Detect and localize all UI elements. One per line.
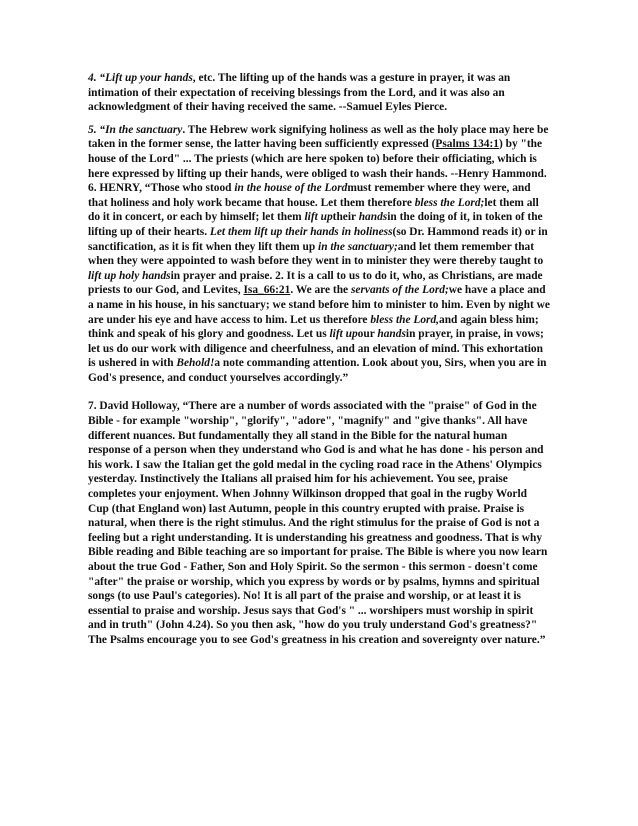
- psalms-reference-link[interactable]: Psalms 134:1: [435, 138, 499, 151]
- note-6-part: and let them remember that when they were appointed to wash before they went in to minister they were thereby taught to: [88, 240, 544, 268]
- note-6-part: in prayer and praise. 2. It is a call to us to do it, who, as Christians, are made priests to our God, and Levites,: [88, 269, 543, 297]
- note-5-lead: 5. “In the sanctuary: [88, 123, 183, 136]
- note-6-italic: lift up: [329, 328, 358, 341]
- note-6-italic: lift up holy hands: [88, 269, 171, 282]
- note-6-italic: bless the Lord;: [414, 196, 485, 209]
- note-6-part: and again bless him; think and speak of his glory and goodness. Let us: [88, 313, 539, 341]
- note-6-italic: lift up: [304, 211, 333, 224]
- note-7-text: 7. David Holloway, “There are a number of words associated with the "praise" of God in the Bible - for example "worship", "glorify", "adore", "magnify" and "give thanks". All have different nuances. But fundamentally they all stand in the Bible for the natural human response of a person when they understand who God is and what he has done - his person and his work. I saw the Italian get the gold medal in the cycling road race in the Athens' Olympics yesterday. Instinctively the Italians all praised him for his achievement. You see, praise completes your enjoyment. When Johnny Wilkinson dropped that goal in the rugby World Cup (that England won) last Autumn, people in this country erupted with praise. Praise is natural, when there is the right stimulus. And the right stimulus for the praise of God is not a feeling but a right understanding. It is understanding his greatness and goodness. That is why Bible reading and Bible teaching are so important for praise. The Bible is where you now learn about the true God - Father, Son and Holy Spirit. So the sermon - this sermon - doesn't come "after" the praise or worship, which you express by words or by psalms, hymns and spiritual songs (to use Paul's categories). No! It is all part of the praise and worship, or at least it is essential to praise and worship. Jesus says that God's " ... worshipers must worship in spirit and in truth" (John 4.24). So you then ask, "how do you truly understand God's greatness?" The Psalms encourage you to see God's greatness in his creation and sovereignty over nature.”: [88, 400, 548, 646]
- document-page: [88, 71, 550, 648]
- note-4: [88, 71, 550, 115]
- note-6-italic: hands: [377, 328, 406, 341]
- note-6-part: (so Dr. Hammond reads it) or in sanctification, as it is fit when they lift them up: [88, 225, 548, 253]
- note-6-part: let them all do it in concert, or each by himself; let them: [88, 196, 539, 224]
- note-4-text: , etc. The lifting up of the hands was a gesture in prayer, it was an intimation of their expectation of receiving blessings from the Lord, and it was also an acknowledgment of their having received the same. --Samuel Eyles Pierce.: [88, 72, 511, 114]
- note-6-italic: hands: [358, 211, 388, 224]
- note-6-part: our: [357, 328, 378, 341]
- note-6-italic: in the house of the Lord: [234, 182, 348, 195]
- note-6-part: a note commanding attention. Look about you, Sirs, when you are in God's presence, and conduct yourselves accordingly.”: [88, 357, 547, 384]
- note-6-italic: Behold!: [176, 357, 215, 370]
- note-6: [88, 181, 550, 385]
- note-6-part: in the doing of it, in token of the lifting up of their hearts.: [88, 211, 543, 238]
- note-6-part: . We are the: [290, 284, 351, 297]
- note-6-italic: in the sanctuary;: [318, 240, 398, 253]
- note-6-part: 6. HENRY, “Those who stood: [88, 182, 235, 195]
- note-6-part: in prayer, in praise, in vows; let us do our work with diligence and cheerfulness, and an elevation of mind. This exhortation is ushered in with: [88, 328, 544, 370]
- note-6-part: their: [332, 211, 359, 224]
- note-5-text-b: ) by "the house of the Lord" ... The priests (which are here spoken to) before their officiating, which is here expressed by lifting up their hands, were obliged to wash their hands. --Henry Hammond.: [88, 138, 547, 180]
- note-6-italic: servants of the Lord;: [350, 284, 449, 297]
- isaiah-reference-link[interactable]: Isa_66:21: [243, 284, 291, 297]
- note-6-italic: Let them lift up their hands in holiness: [209, 225, 393, 238]
- note-7: [88, 399, 550, 647]
- note-4-lead: 4. “Lift up your hands: [88, 72, 193, 84]
- note-5: [88, 123, 550, 181]
- note-6-italic: bless the Lord,: [370, 313, 439, 326]
- note-6-part: must remember where they were, and that holiness and holy work became that house. Let them therefore: [88, 182, 531, 209]
- note-5-text-a: . The Hebrew work signifying holiness as well as the holy place may here be taken in the former sense, the latter having been sufficiently expressed (: [88, 123, 549, 151]
- note-6-part: we have a place and a name in his house, in his sanctuary; we stand before him to minister to him. Even by night we are under his eye and have access to him. Let us therefore: [88, 284, 550, 326]
